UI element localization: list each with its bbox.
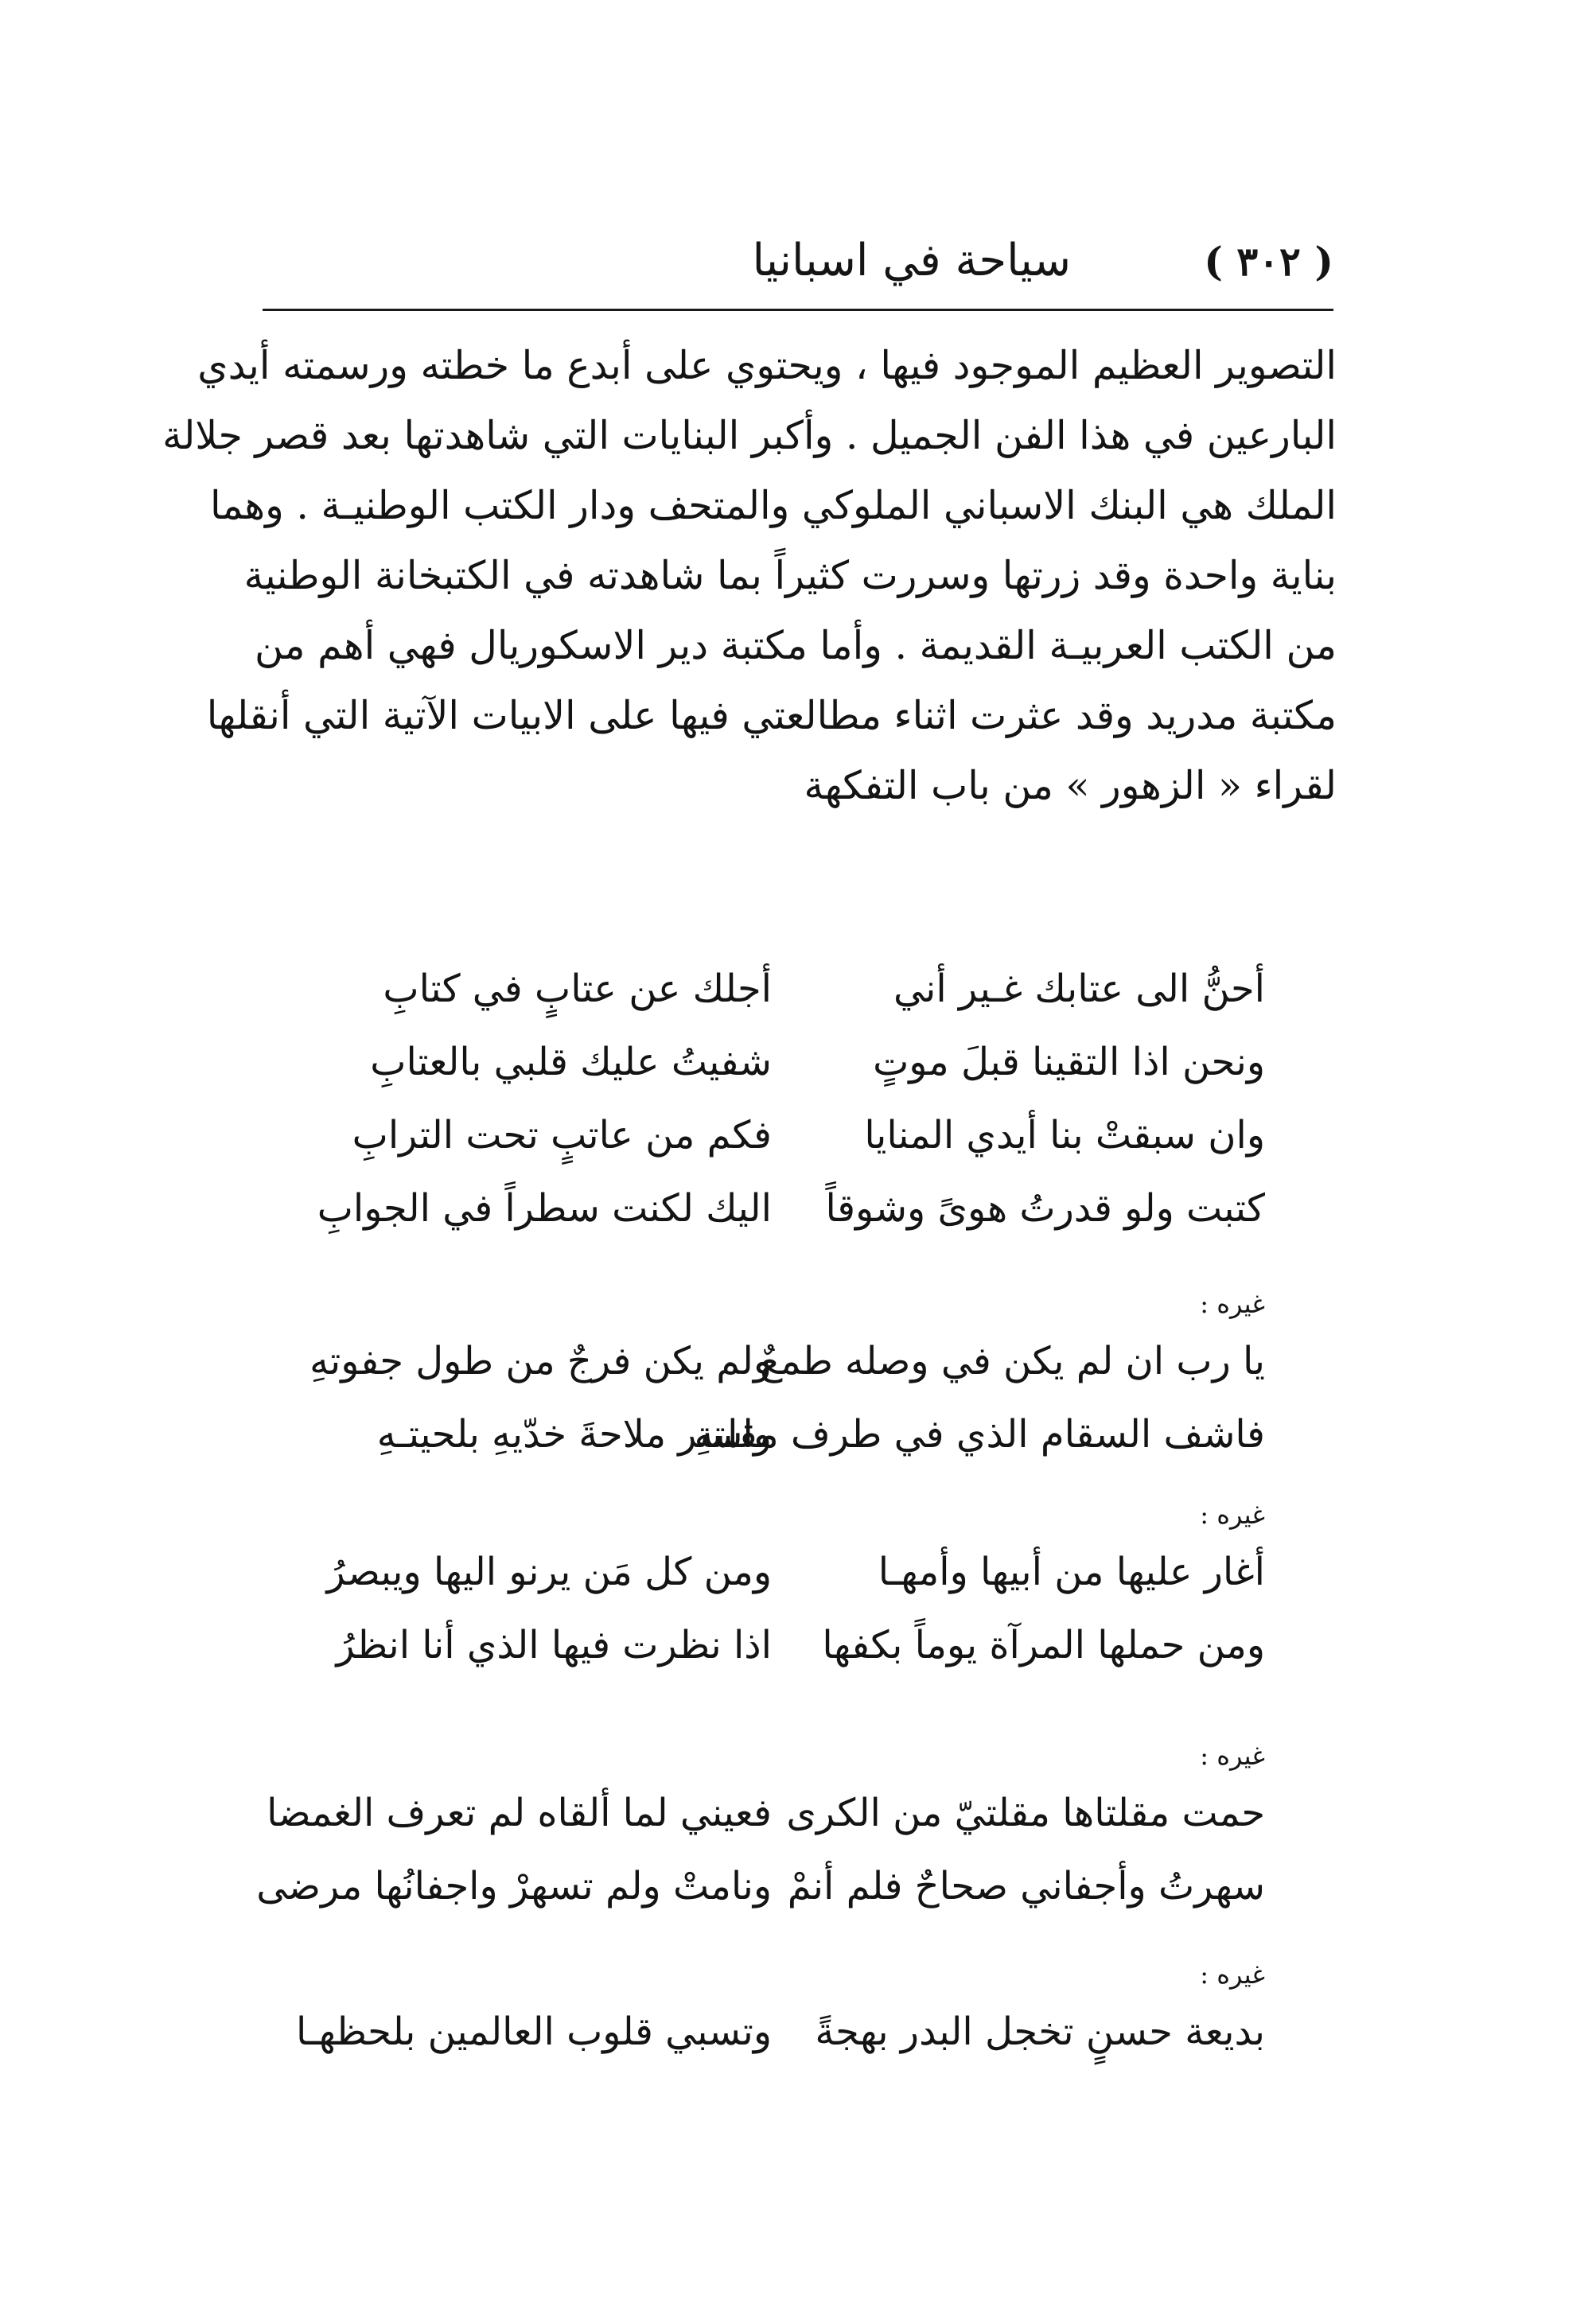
hemistich-second: فكم من عاتبٍ تحت الترابِ bbox=[352, 1113, 772, 1158]
hemistich-second: اليك لكنت سطراً في الجوابِ bbox=[317, 1186, 772, 1231]
verse bbox=[256, 1854, 1265, 1919]
hemistich-first: حمت مقلتاها مقلتيّ من الكرى bbox=[786, 1791, 1265, 1835]
verse bbox=[302, 1613, 1265, 1678]
poem-attribution: غيره : bbox=[1200, 1959, 1265, 1990]
verse bbox=[302, 1402, 1265, 1467]
verse bbox=[302, 1176, 1265, 1241]
hemistich-first: أحنُّ الى عتابك غـير أني bbox=[893, 967, 1265, 1011]
hemistich-second: شفيتُ عليك قلبي بالعتابِ bbox=[370, 1040, 772, 1084]
verse bbox=[302, 1539, 1265, 1605]
hemistich-first: كتبت ولو قدرتُ هوىً وشوقاً bbox=[825, 1186, 1265, 1231]
page-number: ( ٣٠٢ ) bbox=[1204, 238, 1333, 285]
prose-line: مكتبة مدريد وقد عثرت اثناء مطالعتي فيها على الابيات الآتية التي أنقلها bbox=[206, 693, 1337, 738]
verse bbox=[302, 1329, 1265, 1394]
poem-attribution: غيره : bbox=[1200, 1500, 1265, 1530]
poem-attribution: غيره : bbox=[1200, 1741, 1265, 1771]
hemistich-first: ونحن اذا التقينا قبلَ موتٍ bbox=[873, 1040, 1265, 1084]
hemistich-first: أغار عليها من أبيها وأمهـا bbox=[878, 1550, 1265, 1594]
hemistich-first: وان سبقتْ بنا أيدي المنايا bbox=[864, 1113, 1265, 1158]
verse bbox=[302, 956, 1265, 1021]
poem-attribution: غيره : bbox=[1200, 1289, 1265, 1319]
hemistich-second: واستر ملاحةَ خدّيهِ بلحيتـهِ bbox=[376, 1412, 772, 1457]
hemistich-first: يا رب ان لم يكن في وصله طمعٌ bbox=[760, 1339, 1265, 1383]
prose-line: لقراء « الزهور » من باب التفكهة bbox=[804, 763, 1337, 808]
header-rule bbox=[263, 309, 1333, 311]
verse bbox=[302, 1029, 1265, 1095]
hemistich-second: فعيني لما ألقاه لم تعرف الغمضا bbox=[267, 1791, 772, 1835]
prose-line: التصوير العظيم الموجود فيها ، ويحتوي على أبدع ما خطته ورسمته أيدي bbox=[197, 343, 1337, 388]
prose-line: الملك هي البنك الاسباني الملوكي والمتحف ودار الكتب الوطنيـة . وهما bbox=[210, 483, 1337, 528]
running-title: سياحة في اسبانيا bbox=[752, 235, 1071, 286]
hemistich-second: ونامتْ ولم تسهرْ واجفانُها مرضى bbox=[256, 1864, 772, 1908]
prose-line: من الكتب العربيـة القديمة . وأما مكتبة دير الاسكوريال فهي أهم من bbox=[255, 623, 1337, 668]
hemistich-first: سهرتُ وأجفاني صحاحٌ فلم أنمْ bbox=[787, 1864, 1265, 1908]
hemistich-second: أجلك عن عتابٍ في كتابِ bbox=[383, 967, 772, 1011]
prose-line: بناية واحدة وقد زرتها وسررت كثيراً بما شاهدته في الكتبخانة الوطنية bbox=[243, 553, 1337, 598]
verse bbox=[295, 1999, 1265, 2064]
hemistich-first: فاشف السقام الذي في طرف مقلتهِ bbox=[694, 1412, 1265, 1457]
page-header bbox=[263, 224, 1333, 304]
hemistich-first: ومن حملها المرآة يوماً بكفها bbox=[822, 1623, 1265, 1667]
verse bbox=[302, 1103, 1265, 1168]
hemistich-first: بديعة حسنٍ تخجل البدر بهجةً bbox=[815, 2010, 1265, 2054]
hemistich-second: ولم يكن فرجٌ من طول جفوتهِ bbox=[309, 1339, 772, 1383]
verse bbox=[267, 1780, 1265, 1846]
hemistich-second: اذا نظرت فيها الذي أنا انظرُ bbox=[336, 1623, 772, 1667]
hemistich-second: ومن كل مَن يرنو اليها ويبصرُ bbox=[326, 1550, 772, 1594]
prose-line: البارعين في هذا الفن الجميل . وأكبر البنايات التي شاهدتها بعد قصر جلالة bbox=[162, 413, 1337, 458]
hemistich-second: وتسبي قلوب العالمين بلحظهـا bbox=[295, 2010, 772, 2054]
